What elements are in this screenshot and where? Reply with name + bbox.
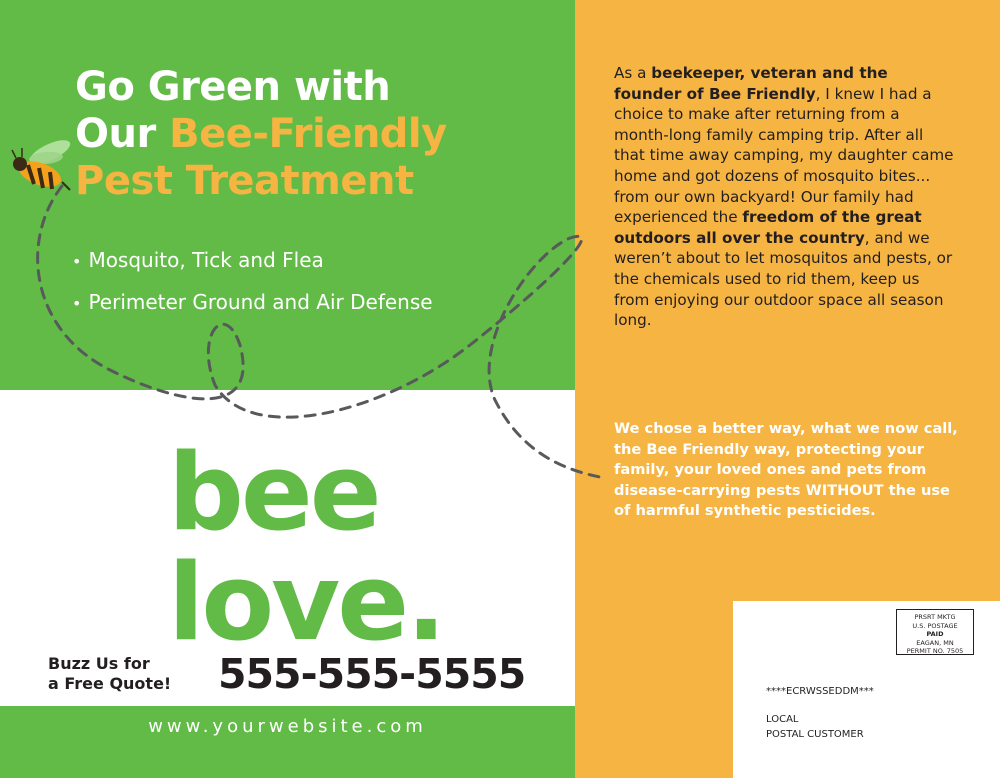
headline-line-2 (75, 111, 447, 158)
service-list (72, 240, 433, 324)
headline-line-1: Go Green with (75, 64, 391, 110)
indicia-line: PRSRT MKTG (914, 613, 956, 621)
phone-number[interactable]: 555-555-5555 (218, 650, 526, 698)
recipient-address (766, 712, 864, 742)
founder-story (614, 63, 954, 331)
cta-line-2: a Free Quote! (48, 674, 172, 693)
indicia-line: PERMIT NO. 7505 (906, 647, 964, 656)
postage-indicia (896, 609, 974, 655)
headline (75, 64, 447, 205)
service-item: • Mosquito, Tick and Flea (72, 240, 433, 282)
headline-accent: Bee-Friendly (169, 111, 447, 157)
indicia-line: U.S. POSTAGE (912, 621, 958, 630)
mail-sort-code: ****ECRWSSEDDM*** (766, 686, 874, 697)
story-text-2: , I knew I had a choice to make after returning from a month-long family camping trip. After all that time away camping, my daughter came home and got dozens of mosquito bites... from our own backyard! Our family had experienced the (614, 84, 954, 227)
address-line: POSTAL CUSTOMER (766, 729, 864, 740)
story-emphasis-1: beekeeper, veteran and the founder of Bee Friendly (614, 64, 888, 103)
headline-line-3: Pest Treatment (75, 158, 414, 204)
cta-line-1: Buzz Us for (48, 654, 150, 673)
indicia-line: EAGAN, MN (916, 638, 954, 647)
slogan (168, 431, 444, 664)
indicia-paid: PAID (926, 630, 944, 639)
story-emphasis-2: freedom of the great outdoors all over the country (614, 208, 922, 247)
bee-icon (10, 138, 82, 198)
slogan-line-1: bee (168, 431, 379, 554)
cta-text (48, 654, 171, 694)
service-item: • Perimeter Ground and Air Defense (72, 282, 433, 324)
story-text-3: , and we weren’t about to let mosquitos and pests, or the chemicals used to rid them, keep us from enjoying our outdoor space all season long. (614, 228, 953, 330)
website-link[interactable]: www.yourwebsite.com (148, 716, 427, 737)
story-text-1: As a (614, 64, 652, 82)
slogan-line-2: love. (168, 541, 444, 664)
mission-statement: We chose a better way, what we now call, the Bee Friendly way, protecting your family, your loved ones and pets from disease-carrying pests WITHOUT the use of harmful synthetic pesticides. (614, 420, 958, 520)
address-line: LOCAL (766, 714, 799, 725)
headline-line-2-prefix: Our (75, 111, 170, 157)
